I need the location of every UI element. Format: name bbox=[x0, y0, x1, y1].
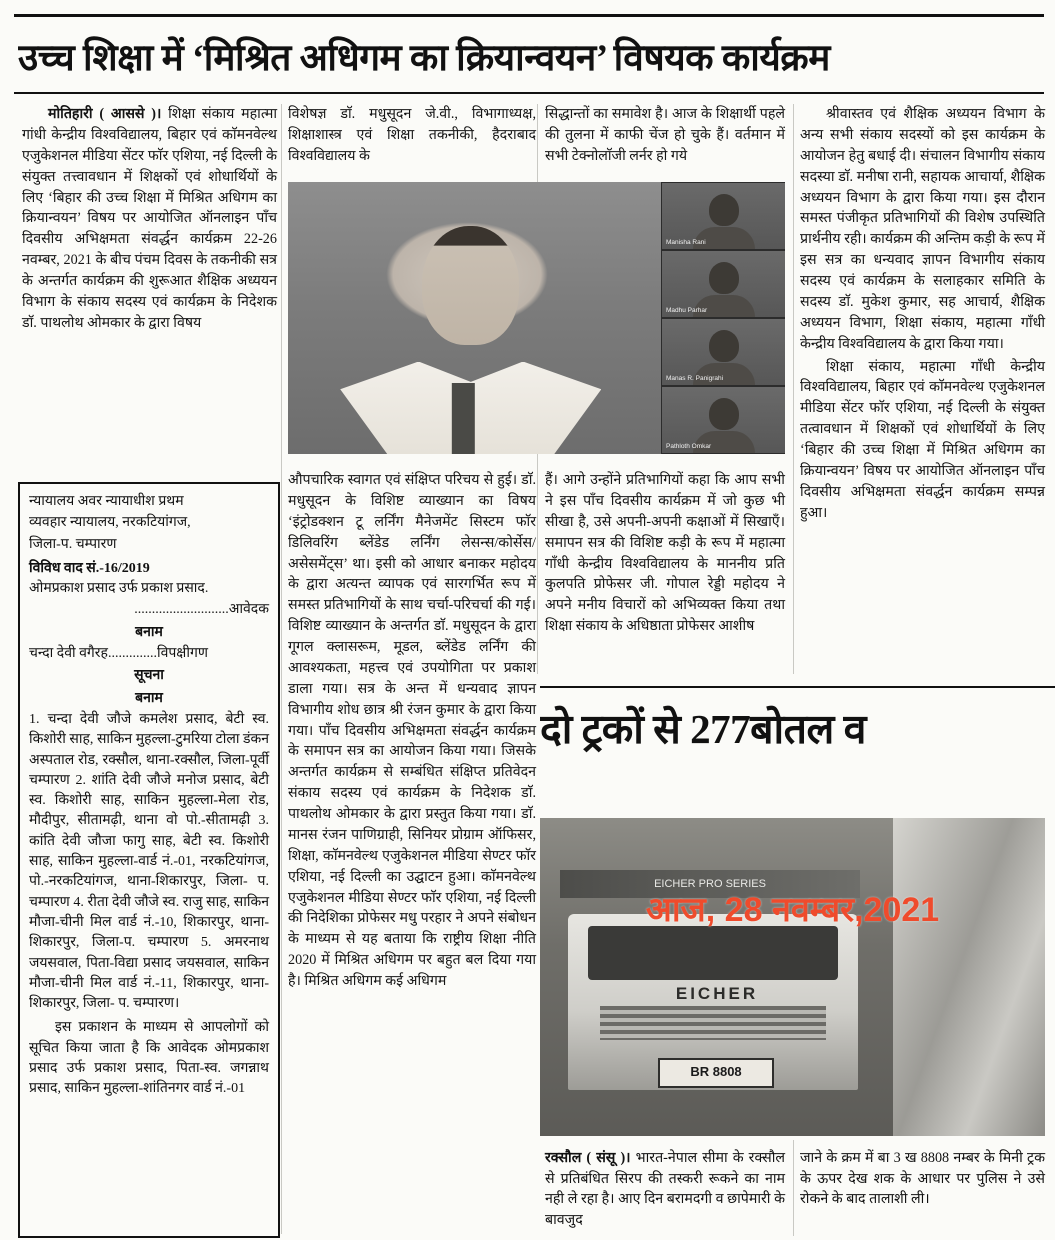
article-column-4 bbox=[800, 104, 1045, 526]
notice-body-1: 1. चन्दा देवी जौजे कमलेश प्रसाद, बेटी स्व. किशोरी साह, साकिन मुहल्ला-टुमरिया टोला डंकन अस्पताल रोड, रक्सौल, थाना-रक्सौल, जिला-पूर्वी चम्पारण 2. शांति देवी जौजे मनोज प्रसाद, बेटी स्व. किशोरी साह, साकिन मुहल्ला-मेला रोड, मौदीपुर, सीतामढ़ी, थाना वो पो.-सीतामढ़ी 3. कांति देवी जौजा फागु साह, बेटी स्व. किशोरी साह, साकिन मुहल्ला-वार्ड नं.-01, नरकटियांगज, पो.-नरकटियांगज, थाना-शिकारपुर, जिला- प. चम्पारण 4. रीता देवी जौजे स्व. राजु साह, साकिन मौजा-चीनी मिल वार्ड नं.-10, शिकारपुर, थाना-शिकारपुर, जिला-प. चम्पारण 5. अमरनाथ जयसवाल, पिता-विद्या प्रसाद जयसवाल, साकिन मौजा-चीनी मिल वार्ड नं.-11, शिकारपुर, थाना-शिकारपुर, जिला- प. चम्पारण। bbox=[29, 711, 269, 1012]
participant-tile bbox=[661, 386, 785, 454]
versus-label-2: बनाम bbox=[135, 690, 163, 706]
column-divider-4 bbox=[793, 1140, 794, 1236]
video-conference-photo bbox=[288, 182, 785, 454]
participant-name: Manas R. Panigrahi bbox=[666, 375, 724, 382]
truck-grille bbox=[600, 1006, 826, 1040]
participant-tiles bbox=[661, 182, 785, 454]
main-headline: उच्च शिक्षा में ‘मिश्रित अधिगम का क्रियान्वयन’ विषयक कार्यक्रम bbox=[18, 38, 830, 79]
column2-top-text: विशेषज्ञ डाॅ. मधुसूदन जे.वी., विभागाध्यक्ष, शिक्षाशास्त्र एवं शिक्षा तकनीकी, हैदराबाद विश्वविद्यालय के bbox=[288, 106, 536, 164]
respondent-name: चन्दा देवी वगैरह..............विपक्षीगण bbox=[29, 646, 208, 662]
truck-seizure-photo bbox=[540, 818, 1045, 1136]
participant-tile bbox=[661, 182, 785, 250]
secondary-headline: दो ट्रकों से 277बोतल व bbox=[540, 706, 866, 752]
column4-para-2: शिक्षा संकाय, महात्मा गाँधी केन्द्रीय विश्वविद्यालय, बिहार एवं काॅमनवेल्थ एजुकेशनल मीडिया सेंटर फाॅर एशिया, नई दिल्ली के संयुक्त तत्वावधान में शिक्षकों एवं शोधार्थियों के लिए ‘बिहार की उच्च शिक्षा में मिश्रित अधिगम का क्रियान्वयन’ विषय पर आयोजित ऑनलाइन पाँच दिवसीय अभिक्षमता संवर्द्धन कार्यक्रम सम्पन्न हुआ। bbox=[800, 358, 1045, 521]
participant-head bbox=[709, 398, 739, 430]
notice-label: सूचना bbox=[134, 668, 164, 684]
main-speaker-frame bbox=[288, 182, 661, 454]
participant-head bbox=[709, 194, 739, 226]
column4-para-1: श्रीवास्तव एवं शैक्षिक अध्ययन विभाग के अन्य सभी संकाय सदस्यों को इस कार्यक्रम के आयोजन हेतु बधाई दी। संचालन विभागीय संकाय सदस्या डाॅ. मनीषा रानी, सहायक आचार्या, शैक्षिक अध्ययन विभाग के द्वारा किया गया। इस दौरान समस्त पंजीकृत प्रतिभागियों की विशेष उपस्थिति प्रार्थनीय रही। कार्यक्रम की अन्तिम कड़ी के रूप में इस सत्र का धन्यवाद ज्ञापन विभागीय संकाय सदस्य एवं कार्यक्रम के सलाहकार समिति के सदस्य डाॅ. मुकेश कुमार, सह आचार्य, शैक्षिक अध्ययन विभाग, शिक्षा संकाय, महात्मा गाँधी केन्द्रीय विश्वविद्यालय के द्वारा किया गया। bbox=[800, 106, 1045, 352]
truck-windshield bbox=[588, 926, 838, 980]
top-rule bbox=[14, 14, 1044, 17]
participant-tile bbox=[661, 250, 785, 318]
participant-name: Madhu Parhar bbox=[666, 307, 708, 314]
petitioner-name: ओमप्रकाश प्रसाद उर्फ प्रकाश प्रसाद. bbox=[29, 581, 209, 597]
participant-name: Pathloth Omkar bbox=[666, 443, 712, 450]
column3-top-text: सिद्धान्तों का समावेश है। आज के शिक्षार्थी पहले की तुलना में काफी चेंज हो चुके हैं। वर्तमान में सभी टेक्नोलाॅजी लर्नर हो गये bbox=[545, 106, 785, 164]
truck-brand-label: EICHER bbox=[675, 984, 759, 1003]
article-column-1 bbox=[22, 104, 277, 336]
article-column-3-bottom bbox=[545, 470, 785, 639]
court-line-2: व्यवहार न्यायालय, नरकटियांगज, bbox=[29, 515, 191, 531]
column-divider-1 bbox=[281, 104, 282, 1234]
column2-bottom-text: औपचारिक स्वागत एवं संक्षिप्त परिचय से हुई। डाॅ. मधुसूदन के विशिष्ट व्याख्यान का विषय ‘इंट्रोडक्शन टू लर्निंग मैनेजमेंट सिस्टम फाॅर डिलिवरिंग ब्लेंडेड लर्निंग लेसन्स/कोर्सेस/असेसमेंट्स’ था। इसी को आधार बनाकर महोदय के द्वारा अत्यन्त व्यापक एवं सारगर्भित रूप में समस्त प्रतिभागियों के साथ चर्चा-परिचर्चा की गई। विशिष्ट व्याख्यान के अन्तर्गत डाॅ. मधुसूदन के द्वारा गूगल क्लासरूम, मूडल, ब्लेंडेड लर्निंग की आवश्यकता, महत्त्व एवं उपयोगिता पर प्रकाश डाला गया। सत्र के अन्त में धन्यवाद ज्ञापन विभागीय शोध छात्र श्री रंजन कुमार के द्वारा किया गया। पाँच दिवसीय अभिक्षमता संवर्द्धन कार्यक्रम के समापन सत्र का आयोजन किया गया। जिसके अन्तर्गत कार्यक्रम से सम्बंधित संक्षिप्त प्रतिवेदन संकाय सदस्य एवं कार्यक्रम के निदेशक डाॅ. पाथलोथ ओमकार के द्वारा प्रस्तुत किया गया। डाॅ. मानस रंजन पाणिग्राही, सिनियर प्रोग्राम ऑफिसर, शिक्षा, काॅमनवेल्थ एजुकेशनल मीडिया सेण्टर फाॅर एशिया, नई दिल्ली का उद्घाटन हुआ। काॅमनवेल्थ एजुकेशनल मीडिया सेण्टर फाॅर एशिया, नई दिल्ली की निदेशिका प्रोफेसर मधु परहार ने अपने संबोधन के माध्यम से यह बताया कि राष्ट्रीय शिक्षा नीति 2020 में मिश्रित अधिगम पर बहुत बल दिया गया है। मिश्रित अधिगम कई अधिगम bbox=[288, 472, 536, 989]
notice-body-2: इस प्रकाशन के माध्यम से आपलोगों को सूचित किया जाता है कि आवेदक ओमप्रकाश प्रसाद उर्फ प्रकाश प्रसाद, पिता-स्व. जगन्नाथ प्रसाद, साकिन मुहल्ला-शांतिनगर वार्ड नं.-01 bbox=[29, 1020, 269, 1097]
participant-tile bbox=[661, 318, 785, 386]
article-column-3-top bbox=[545, 104, 785, 169]
column3-bottom-text: हैं। आगे उन्होंने प्रतिभागियों कहा कि आप सभी ने इस पाँच दिवसीय कार्यक्रम में जो कुछ भी सीखा है, उसे अपनी-अपनी कक्षाओं में सिखाएँ। समापन सत्र की विशिष्ट कड़ी के रूप में महात्मा गाँधी केन्द्रीय विश्वविद्यालय के माननीय प्रति कुलपति प्रोफेसर जी. गोपाल रेड्डी महोदय ने अपने मनीय विचारों को अभिव्यक्त किया तथा शिक्षा संकाय के अधिष्ठाता प्रोफेसर आशीष bbox=[545, 472, 785, 635]
court-line-1: न्यायालय अवर न्यायाधीश प्रथम bbox=[29, 494, 184, 509]
truck-banner-text: EICHER PRO SERIES bbox=[560, 870, 860, 898]
petitioner-tag: ...........................आवेदक bbox=[134, 602, 269, 618]
headline-rule bbox=[14, 92, 1044, 94]
secondary-headline-rule bbox=[540, 686, 1055, 688]
column-divider-3 bbox=[793, 104, 794, 674]
photo-date-stamp: आज, 28 नवम्बर,2021 bbox=[645, 891, 940, 929]
case-number: विविध वाद सं.-16/2019 bbox=[29, 560, 150, 576]
truck-caption-left: रक्सौल ( संसू )। भारत-नेपाल सीमा के रक्सौल से प्रतिबंधित सिरप की तस्करी रूकने का नाम नही ले रहा है। आए दिन बरामदगी व छापेमारी के बावजुद bbox=[545, 1150, 785, 1228]
article-column-2-bottom bbox=[288, 470, 536, 994]
court-line-3: जिला-प. चम्पारण bbox=[29, 536, 117, 552]
participant-name: Manisha Rani bbox=[666, 239, 706, 246]
participant-head bbox=[709, 262, 739, 294]
versus-label-1: बनाम bbox=[135, 624, 163, 640]
speaker-tie bbox=[452, 383, 474, 454]
article-column-2-top bbox=[288, 104, 536, 169]
participant-head bbox=[709, 330, 739, 362]
seized-bottles-panel bbox=[893, 818, 1045, 1136]
truck-number-plate: BR 8808 bbox=[658, 1058, 774, 1088]
speaker-head bbox=[422, 226, 519, 346]
truck-caption-right: जाने के क्रम में बा 3 ख 8808 नम्बर के मिनी ट्रक के ऊपर देख शक के आधार पर पुलिस ने उसे रोकने के बाद तालाशी ली। bbox=[800, 1150, 1045, 1208]
legal-notice-box bbox=[18, 482, 280, 1238]
lead-paragraph: मोतिहारी ( आससे )। शिक्षा संकाय महात्मा गांधी केन्द्रीय विश्वविद्यालय, बिहार एवं काॅमनवेल्थ एजुकेशनल मीडिया सेंटर फाॅर एशिया, नई दिल्ली के संयुक्त तत्त्वावधान में शिक्षकों एवं शोधार्थियों के लिए ‘बिहार की उच्च शिक्षा में मिश्रित अधिगम का क्रियान्वयन’ विषय पर आयोजित ऑनलाइन पाँच दिवसीय अभिक्षमता संवर्द्धन कार्यक्रम 22-26 नवम्बर, 2021 के बीच पंचम दिवस के तकनीकी सत्र के अन्तर्गत कार्यक्रम की शुरूआत शैक्षिक अध्ययन विभाग के संकाय सदस्य एवं कार्यक्रम के निदेशक डाॅ. पाथलोथ ओमकार के द्वारा विषय bbox=[22, 106, 277, 331]
